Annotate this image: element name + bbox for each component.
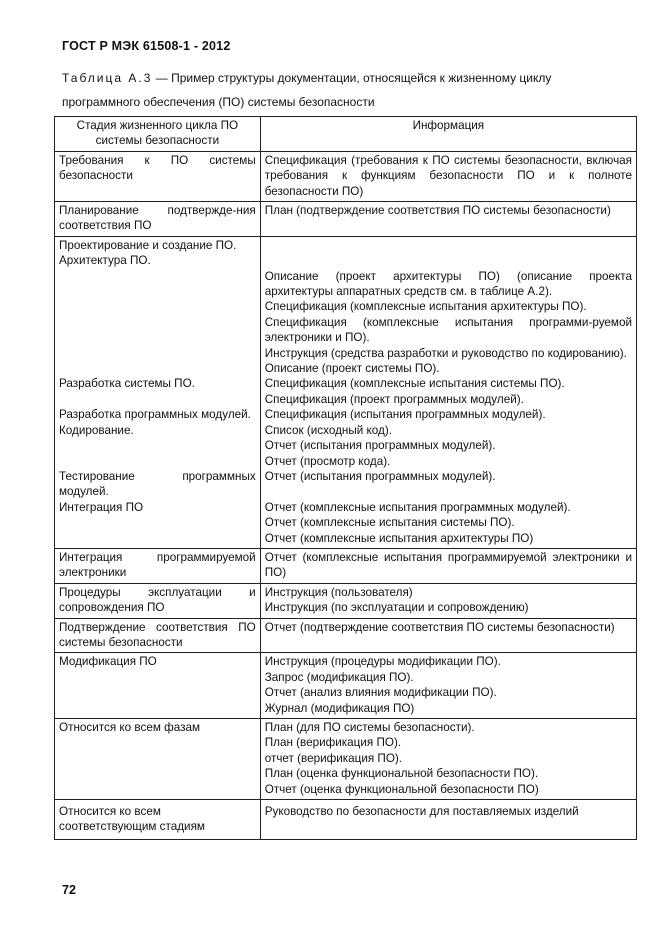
document-header: ГОСТ Р МЭК 61508-1 - 2012 [62, 39, 231, 53]
info-line: Спецификация (проект программных модулей). [264, 392, 524, 406]
info-line: Список (исходный код). [264, 423, 392, 437]
info-line: Отчет (испытания программных модулей). [264, 469, 496, 483]
stage-cell [55, 236, 261, 548]
stage-cell: Требования к ПО системы безопасности [55, 151, 261, 201]
table-row [55, 548, 637, 583]
info-line: Отчет (комплексные испытания архитектуры ПО) [264, 531, 534, 545]
info-line: Спецификация (комплексные испытания программи-руемой электроники и ПО). [264, 315, 632, 345]
info-line: Инструкция (процедуры модификации ПО). [264, 655, 501, 669]
stage-system-development: Разработка системы ПО. [59, 377, 195, 391]
info-line: Отчет (оценка функциональной безопасности ПО) [264, 782, 539, 796]
info-cell: План (подтверждение соответствия ПО системы безопасности) [260, 202, 636, 237]
info-cell: Отчет (подтверждение соответствия ПО системы безопасности) [260, 618, 636, 653]
table-row [55, 800, 637, 840]
info-cell [260, 653, 636, 719]
info-line: Отчет (комплексные испытания программных модулей). [264, 500, 571, 514]
table-row [55, 236, 637, 548]
info-line: Инструкция (по эксплуатации и сопровождению) [264, 601, 529, 615]
info-line: Спецификация (комплексные испытания архитектуры ПО). [264, 300, 587, 314]
stage-cell: Интеграция программируемой электроники [55, 548, 261, 583]
info-line: Отчет (испытания программных модулей). [264, 439, 496, 453]
info-line: Запрос (модификация ПО). [264, 670, 414, 684]
info-line: Отчет (комплексные испытания системы ПО). [264, 516, 515, 530]
info-line: Спецификация (комплексные испытания системы ПО). [264, 377, 565, 391]
info-line: отчет (верификация ПО). [264, 751, 403, 765]
info-line: Инструкция (пользователя) [264, 585, 413, 599]
info-line: План (для ПО системы безопасности). [264, 720, 475, 734]
table-row [55, 618, 637, 653]
stage-module-testing: Тестирование программных модулей. [59, 469, 256, 499]
stage-module-development: Разработка программных модулей. [59, 408, 251, 422]
info-line: Отчет (просмотр кода). [264, 454, 391, 468]
info-line: Отчет (анализ влияния модификации ПО). [264, 686, 497, 700]
stage-cell: Процедуры эксплуатации и сопровождения ПО [55, 583, 261, 618]
table-caption-label: Таблица А.3 [62, 71, 153, 85]
info-line: План (оценка функциональной безопасности ПО). [264, 767, 539, 781]
table-caption [62, 66, 622, 114]
info-line: Инструкция (средства разработки и руководство по кодированию). [264, 346, 627, 360]
info-cell [260, 583, 636, 618]
col-header-stage: Стадия жизненного цикла ПО системы безопасности [55, 117, 261, 152]
stage-design: Проектирование и создание ПО. [59, 238, 237, 252]
stage-coding: Кодирование. [59, 423, 134, 437]
col-header-info: Информация [260, 117, 636, 152]
info-line: Журнал (модификация ПО) [264, 701, 415, 715]
stage-cell: Относится ко всем фазам [55, 718, 261, 799]
table-row [55, 202, 637, 237]
stage-cell: Подтверждение соответствия ПО системы безопасности [55, 618, 261, 653]
table-row [55, 653, 637, 719]
table-caption-text: — Пример структуры документации, относящейся к жизненному циклу программного обеспечения (ПО) системы безопасности [62, 71, 552, 109]
table-row [55, 583, 637, 618]
info-cell [260, 718, 636, 799]
stage-architecture: Архитектура ПО. [59, 254, 151, 268]
stage-cell: Относится ко всем соответствующим стадиям [55, 800, 261, 840]
info-cell: Отчет (комплексные испытания программируемой электроники и ПО) [260, 548, 636, 583]
info-cell [260, 236, 636, 548]
table-header-row [55, 117, 637, 152]
info-line: Спецификация (испытания программных модулей). [264, 408, 546, 422]
info-line: План (верификация ПО). [264, 736, 402, 750]
stage-cell: Модификация ПО [55, 653, 261, 719]
table-row [55, 151, 637, 201]
info-cell: Спецификация (требования к ПО системы безопасности, включая требования к функциям безопасности ПО и к полноте безопасности ПО) [260, 151, 636, 201]
documentation-table [54, 116, 637, 840]
stage-integration: Интеграция ПО [59, 500, 144, 514]
page-number: 72 [62, 883, 76, 897]
table-row [55, 718, 637, 799]
info-line: Описание (проект архитектуры ПО) (описание проекта архитектуры аппаратных средств см. в таблице А.2). [264, 269, 632, 299]
info-line: Описание (проект системы ПО). [264, 362, 440, 376]
stage-cell: Планирование подтвержде-ния соответствия ПО [55, 202, 261, 237]
info-cell: Руководство по безопасности для поставляемых изделий [260, 800, 636, 840]
